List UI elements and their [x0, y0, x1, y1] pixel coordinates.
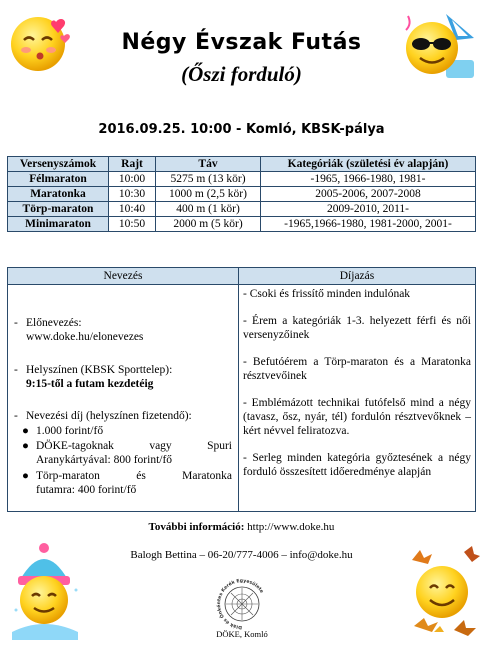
race-distance: 400 m (1 kör)	[156, 202, 261, 217]
race-start: 10:50	[109, 217, 156, 232]
dash-marker: -	[14, 364, 18, 376]
prize-item: - Emblémázott technikai futófelső mind a négy (tavasz, ősz, nyár, tél) fordulón résztvevőknek – kért névvel feliratozva.	[243, 397, 471, 437]
header-cell: Rajt	[109, 157, 156, 172]
date-location: 2016.09.25. 10:00 - Komló, KBSK-pálya	[98, 122, 385, 137]
info-table	[7, 267, 476, 512]
table-row	[8, 172, 476, 187]
race-categories: 2009-2010, 2011-	[261, 202, 476, 217]
table-row	[8, 217, 476, 232]
race-categories: 2005-2006, 2007-2008	[261, 187, 476, 202]
onsite-time: 9:15-től a futam kezdetéig	[26, 378, 154, 390]
info-header-row	[8, 268, 476, 285]
fee-label: Nevezési díj (helyszínen fizetendő):	[26, 410, 192, 422]
prereg-url: www.doke.hu/elonevezes	[26, 331, 144, 343]
table-row	[8, 187, 476, 202]
bullet-icon: ●	[22, 425, 29, 437]
prizes-header: Díjazás	[239, 268, 476, 285]
race-name: Félmaraton	[8, 172, 109, 187]
onsite-label: Helyszínen (KBSK Sporttelep):	[26, 364, 173, 376]
fee-item: Törp-maraton és Maratonka	[36, 470, 232, 482]
races-header-row	[8, 157, 476, 172]
logo-ring-text: Diák és Önkéntes Kerék Egyesülete	[216, 578, 264, 630]
race-distance: 1000 m (2,5 kör)	[156, 187, 261, 202]
bullet-icon: ●	[22, 470, 29, 482]
prize-item: - Érem a kategóriák 1-3. helyezett férfi és női versenyzőinek	[243, 315, 471, 341]
more-info-line	[0, 521, 483, 533]
header-cell: Táv	[156, 157, 261, 172]
fee-item-cont: Aranykártyával: 800 forint/fő	[36, 454, 173, 466]
table-row	[8, 202, 476, 217]
header-cell: Kategóriák (születési év alapján)	[261, 157, 476, 172]
more-info-url[interactable]: http://www.doke.hu	[247, 521, 335, 533]
registration-cell	[8, 285, 239, 512]
race-name: Maratonka	[8, 187, 109, 202]
race-name: Törp-maraton	[8, 202, 109, 217]
doke-logo	[200, 566, 284, 642]
race-categories: -1965, 1966-1980, 1981-	[261, 172, 476, 187]
contact-line: Balogh Bettina – 06-20/777-4006 – info@doke.hu	[130, 549, 353, 561]
race-distance: 5275 m (13 kör)	[156, 172, 261, 187]
more-info-label: További információ:	[148, 521, 245, 533]
info-body-row	[8, 285, 476, 512]
dash-marker: -	[14, 317, 18, 329]
logo-text: DÖKE, Komló	[216, 629, 268, 639]
race-start: 10:40	[109, 202, 156, 217]
prizes-cell	[239, 285, 476, 512]
prize-item: - Befutóérem a Törp-maraton és a Maratonka résztvevőinek	[243, 356, 471, 382]
races-table	[7, 156, 476, 232]
page-subtitle: (Őszi forduló)	[181, 62, 302, 86]
dash-marker: -	[14, 410, 18, 422]
race-start: 10:00	[109, 172, 156, 187]
bullet-icon: ●	[22, 440, 29, 452]
fee-item: DÖKE-tagoknak vagy Spuri	[36, 440, 232, 452]
race-name: Minimaraton	[8, 217, 109, 232]
registration-header: Nevezés	[8, 268, 239, 285]
prize-item: - Csoki és frissítő minden indulónak	[243, 288, 411, 300]
page-title: Négy Évszak Futás	[121, 30, 362, 55]
race-categories: -1965,1966-1980, 1981-2000, 2001-	[261, 217, 476, 232]
fee-item-cont: futamra: 400 forint/fő	[36, 484, 137, 496]
prereg-label: Előnevezés:	[26, 317, 82, 329]
header-cell: Versenyszámok	[8, 157, 109, 172]
race-distance: 2000 m (5 kör)	[156, 217, 261, 232]
prize-item: - Serleg minden kategória győztesének a négy forduló összesített időeredménye alapján	[243, 452, 471, 478]
fee-item: 1.000 forint/fő	[36, 425, 104, 437]
race-start: 10:30	[109, 187, 156, 202]
